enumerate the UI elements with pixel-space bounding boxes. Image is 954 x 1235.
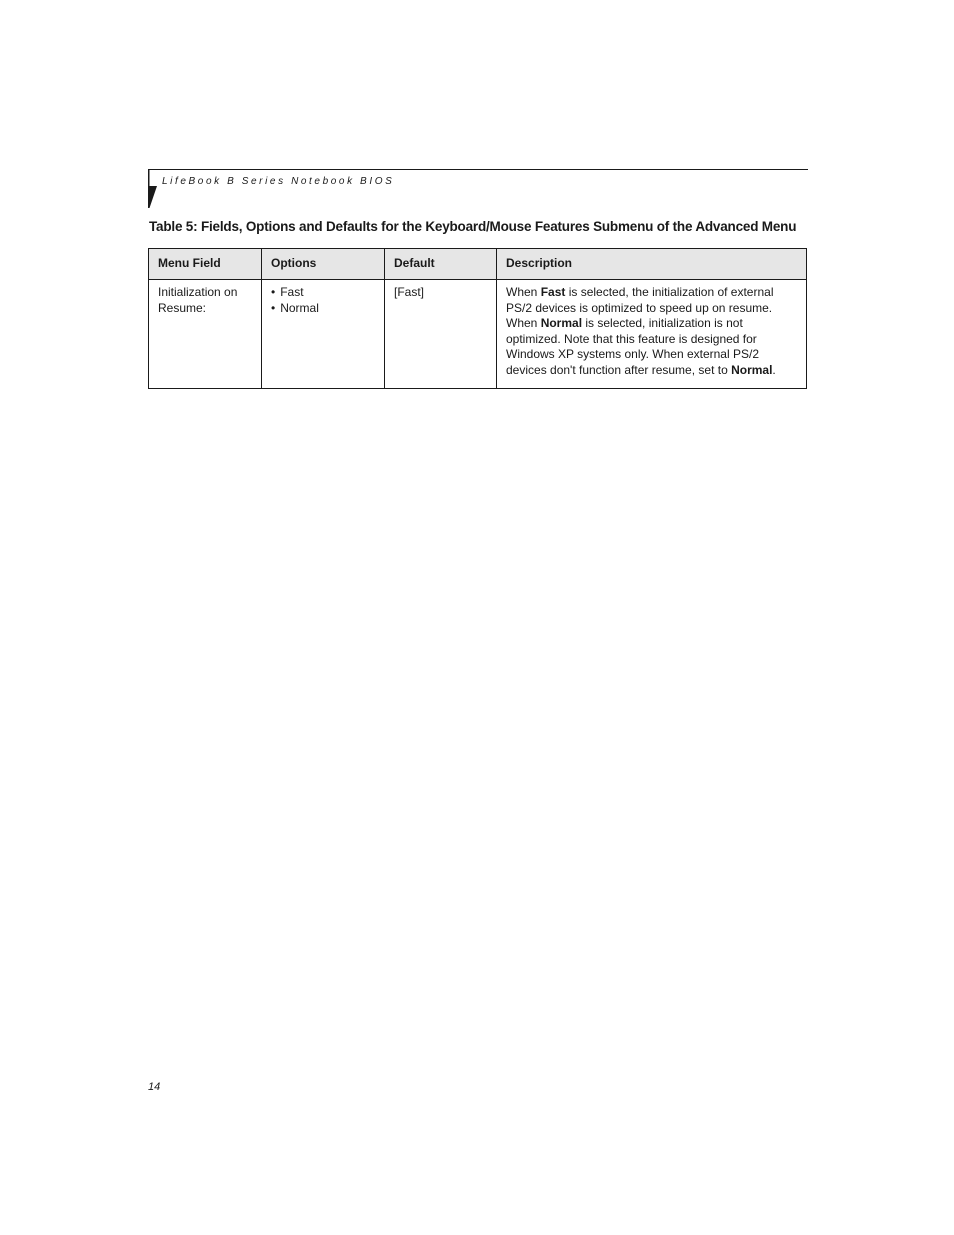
running-head: LifeBook B Series Notebook BIOS [162,176,395,187]
description-text: . [772,362,776,377]
description-text: is selected, initialization is not optimized. Note that this feature is designed for Windows XP systems only. When external PS/2 devices don't function after resume, set to [506,316,759,377]
description-bold-term: Normal [731,362,773,377]
menu-field-cell: Initialization on Resume: [149,280,262,389]
options-cell [262,280,385,389]
column-header-default: Default [385,249,497,280]
table-header-row [149,249,807,280]
column-header-options: Options [262,249,385,280]
option-item: • Normal [271,301,375,317]
options-list [271,285,375,316]
default-cell: [Fast] [385,280,497,389]
description-text: is selected, the initialization of external PS/2 devices is optimized to speed up on resume. When [506,285,774,330]
column-header-menu-field: Menu Field [149,249,262,280]
description-bold-term: Fast [540,285,566,299]
description-cell [497,280,807,389]
option-item: • Fast [271,285,375,301]
description-bold-term: Normal [540,316,583,330]
bios-options-table [148,248,807,389]
corner-wedge-icon [148,170,158,210]
header-rule [148,169,808,170]
column-header-description: Description [497,249,807,280]
table-title: Table 5: Fields, Options and Defaults for the Keyboard/Mouse Features Submenu of the Advanced Menu [149,219,797,234]
page-number: 14 [148,1081,161,1093]
description-text: When [506,285,541,299]
table-row [149,280,807,389]
